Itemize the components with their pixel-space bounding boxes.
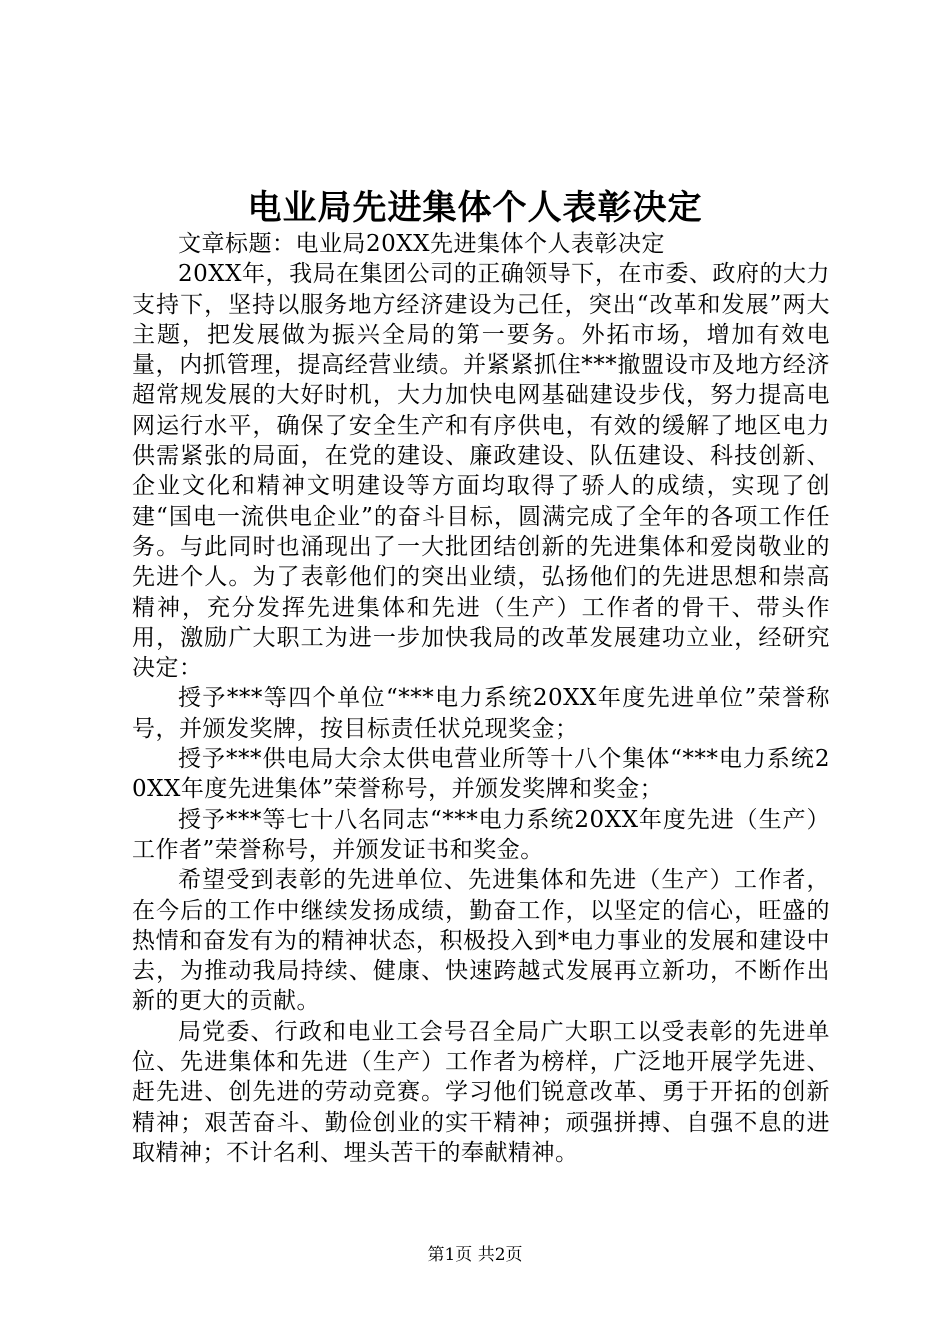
paragraph-award-units: 授予***等四个单位“***电力系统20XX年度先进单位”荣誉称号，并颁发奖牌，按目标责任状兑现奖金； (132, 685, 830, 742)
document-body (132, 229, 830, 1168)
paragraph-call: 局党委、行政和电业工会号召全局广大职工以受表彰的先进单位、先进集体和先进（生产）工作者为榜样，广泛地开展学先进、赶先进、创先进的劳动竞赛。学习他们锐意改革、勇于开拓的创新精神；艰苦奋斗、勤俭创业的实干精神；顽强拼搏、自强不息的进取精神；不计名利、埋头苦干的奉献精神。 (132, 1018, 830, 1166)
article-title-line: 文章标题：电业局20XX先进集体个人表彰决定 (178, 231, 666, 257)
paragraph-award-individuals: 授予***等七十八名同志“***电力系统20XX年度先进（生产）工作者”荣誉称号，并颁发证书和奖金。 (132, 806, 830, 863)
document-title: 电业局先进集体个人表彰决定 (247, 188, 703, 228)
paragraph-award-collectives: 授予***供电局大佘太供电营业所等十八个集体“***电力系统20XX年度先进集体”荣誉称号，并颁发奖牌和奖金； (132, 746, 830, 803)
paragraph-intro: 20XX年，我局在集团公司的正确领导下，在市委、政府的大力支持下，坚持以服务地方经济建设为己任，突出“改革和发展”两大主题，把发展做为振兴全局的第一要务。外拓市场，增加有效电量，内抓管理，提高经营业绩。并紧紧抓住***撤盟设市及地方经济超常规发展的大好时机，大力加快电网基础建设步伐，努力提高电网运行水平，确保了安全生产和有序供电，有效的缓解了地区电力供需紧张的局面，在党的建设、廉政建设、队伍建设、科技创新、企业文化和精神文明建设等方面均取得了骄人的成绩，实现了创建“国电一流供电企业”的奋斗目标，圆满完成了全年的各项工作任务。与此同时也涌现出了一大批团结创新的先进集体和爱岗敬业的先进个人。为了表彰他们的突出业绩，弘扬他们的先进思想和崇高精神，充分发挥先进集体和先进（生产）工作者的骨干、带头作用，激励广大职工为进一步加快我局的改革发展建功立业，经研究决定： (132, 261, 830, 682)
page-number-footer: 第1页 共2页 (427, 1245, 523, 1265)
paragraph-hope: 希望受到表彰的先进单位、先进集体和先进（生产）工作者，在今后的工作中继续发扬成绩，勤奋工作，以坚定的信心，旺盛的热情和奋发有为的精神状态，积极投入到*电力事业的发展和建设中去，为推动我局持续、健康、快速跨越式发展再立新功，不断作出新的更大的贡献。 (132, 867, 830, 1015)
